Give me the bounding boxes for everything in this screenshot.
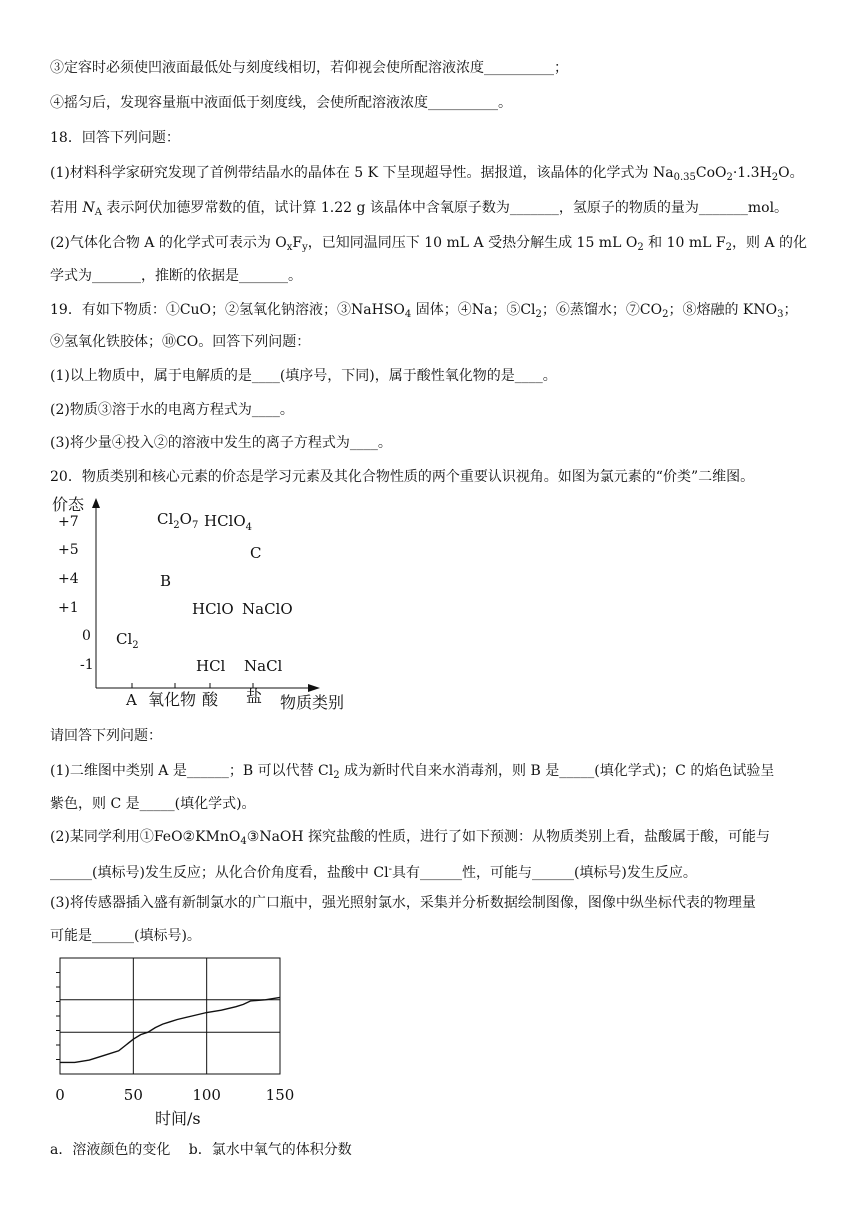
x-tick-label: 100 bbox=[192, 1086, 221, 1104]
q20-options: a．溶液颜色的变化 b．氯水中氧气的体积分数 bbox=[50, 1142, 352, 1158]
q20-prompt: 请回答下列问题： bbox=[50, 728, 162, 744]
x-axis-arrow bbox=[308, 684, 320, 692]
y-tick-label: +7 bbox=[58, 514, 79, 530]
item-c: C bbox=[250, 544, 262, 562]
x-category-label: A bbox=[126, 691, 137, 709]
y-axis-title: 价态 bbox=[52, 495, 85, 514]
q18-part2-line1: (2)气体化合物 A 的化学式可表示为 $O_xF_y$，已知同温同压下 10 mL A 受热分解生成 15 mL $O_2$ 和 10 mL $F_2$，则 A 的化 bbox=[50, 235, 807, 253]
q19-part3: (3)将少量④投入②的溶液中发生的离子方程式为____。 bbox=[50, 435, 392, 451]
item-hcl: HCl bbox=[196, 657, 226, 675]
q18-part2-line2: 学式为_______，推断的依据是_______。 bbox=[50, 268, 302, 284]
q19-part2: (2)物质③溶于水的电离方程式为____。 bbox=[50, 402, 294, 418]
y-tick-label: +1 bbox=[58, 600, 79, 616]
q20-part2-line1: (2)某同学利用①FeO②KMnO$_4$③NaOH 探究盐酸的性质，进行了如下预测：从物质类别上看，盐酸属于酸，可能与 bbox=[50, 829, 771, 847]
x-category-label: 盐 bbox=[246, 687, 263, 706]
y-axis-arrow bbox=[92, 498, 100, 508]
item-cl2o7: $Cl_2O_7$ bbox=[157, 510, 199, 531]
q19-line2: ⑨氢氧化铁胶体；⑩CO。回答下列问题： bbox=[50, 334, 311, 350]
x-tick-label: 150 bbox=[265, 1086, 295, 1104]
x-category-label: 氧化物 bbox=[148, 690, 197, 709]
q17-blank-4: ④摇匀后，发现容量瓶中液面低于刻度线，会使所配溶液浓度__________。 bbox=[50, 95, 512, 111]
item-nacl: NaCl bbox=[244, 657, 283, 675]
q17-blank-3: ③定容时必须使凹液面最低处与刻度线相切，若仰视会使所配溶液浓度__________； bbox=[50, 60, 568, 76]
valence-category-diagram bbox=[50, 490, 370, 720]
x-axis-title: 物质类别 bbox=[280, 693, 345, 712]
x-tick-label: 50 bbox=[123, 1086, 143, 1104]
q20-intro: 20．物质类别和核心元素的价态是学习元素及其化合物性质的两个重要认识视角。如图为氯元素的“价类”二维图。 bbox=[50, 469, 755, 485]
q20-part1-line2: 紫色，则 C 是_____(填化学式)。 bbox=[50, 796, 256, 812]
series-line bbox=[60, 997, 280, 1062]
item-naclo: NaClO bbox=[242, 600, 293, 618]
q20-part3-line2: 可能是______(填标号)。 bbox=[50, 928, 201, 944]
x-axis-label: 时间/s bbox=[155, 1109, 201, 1128]
item-hclo4: HClO$_4$ bbox=[204, 512, 253, 533]
q18-part1-line2: 若用 $N_A$ 表示阿伏加德罗常数的值，试计算 1.22 g 该晶体中含氧原子数为_______，氢原子的物质的量为_______mol。 bbox=[50, 200, 789, 218]
sensor-line-chart bbox=[50, 950, 310, 1132]
q19-part1: (1)以上物质中，属于电解质的是____(填序号，下同)，属于酸性氧化物的是____。 bbox=[50, 368, 557, 384]
q20-part3-line1: (3)将传感器插入盛有新制氯水的广口瓶中，强光照射氯水，采集并分析数据绘制图像，图像中纵坐标代表的物理量 bbox=[50, 895, 756, 911]
q20-part2-line2: ______(填标号)发生反应；从化合价角度看，盐酸中 Cl-具有______性，可能与______(填标号)发生反应。 bbox=[50, 864, 697, 881]
y-tick-label: +4 bbox=[58, 571, 79, 587]
q19-line1: 19．有如下物质：①CuO；②氢氧化钠溶液；③NaHSO$_4$ 固体；④Na；$⑤Cl_2$；⑥蒸馏水；$⑦CO_2$；⑧熔融的 $KNO_3$； bbox=[50, 302, 798, 320]
item-cl2: $Cl_2$ bbox=[116, 630, 139, 651]
plot-frame bbox=[60, 958, 280, 1074]
item-b: B bbox=[160, 572, 172, 590]
x-tick-label: 0 bbox=[55, 1086, 65, 1104]
y-tick-label: -1 bbox=[80, 657, 94, 673]
q20-part1-line1: (1)二维图中类别 A 是______；B 可以代替 $Cl_2$ 成为新时代自来水消毒剂，则 B 是_____(填化学式)；C 的焰色试验呈 bbox=[50, 763, 775, 781]
item-hclo: HClO bbox=[192, 600, 234, 618]
y-tick-label: 0 bbox=[82, 628, 91, 644]
q18-title: 18．回答下列问题： bbox=[50, 130, 180, 146]
x-category-label: 酸 bbox=[202, 690, 219, 709]
q18-part1-line1: (1)材料科学家研究发现了首例带结晶水的晶体在 5 K 下呈现超导性。据报道，该晶体的化学式为 $Na_{0.35}CoO_2\cdot 1.3H_2O$。 bbox=[50, 165, 804, 183]
y-tick-label: +5 bbox=[58, 542, 79, 558]
